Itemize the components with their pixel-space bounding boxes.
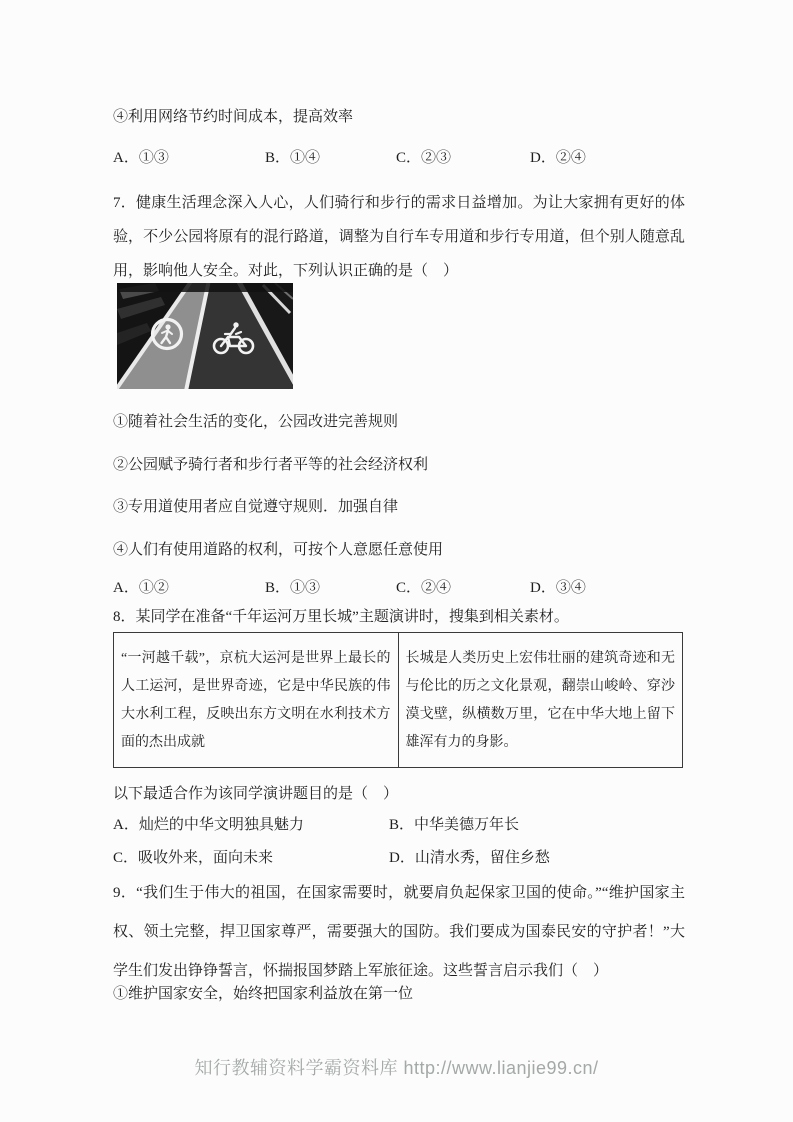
question-9-stem: 9．“我们生于伟大的祖国，在国家需要时，就要肩负起保家卫国的使命。”“维护国家主权、领土完整，捍卫国家尊严，需要强大的国防。我们要成为国泰民安的守护者！”大学生们发出铮铮誓言，怀揣报国梦踏上军旅征途。这些誓言启示我们（ ） [113, 885, 685, 979]
answer-choice-a: A．灿烂的中华文明独具魅力 [113, 817, 304, 833]
question-7-stem: 7．健康生活理念深入人心，人们骑行和步行的需求日益增加。为让大家拥有更好的体验，不少公园将原有的混行路道，调整为自行车专用道和步行专用道，但个别人随意乱用，影响他人安全。对此，下列认识正确的是（ ） [113, 195, 685, 279]
table-cell-canal: “一河越千载”，京杭大运河是世界上最长的人工运河，是世界奇迹，它是中华民族的伟大水利工程，反映出东方文明在水利技术方面的杰出成就 [114, 633, 399, 768]
answer-choice-a: A．①③ [113, 150, 169, 166]
answer-choice-b: B．①③ [265, 580, 321, 596]
question-8-stem: 8．某同学在准备“千年运河万里长城”主题演讲时，搜集到相关素材。 [113, 609, 569, 625]
question-9-option-1: ①维护国家安全，始终把国家利益放在第一位 [113, 986, 414, 1002]
answer-choice-b: B．中华美德万年长 [389, 817, 520, 833]
question-7-answer-row [113, 575, 685, 601]
answer-choice-d: D．山清水秀，留住乡愁 [389, 850, 550, 866]
question-8-prompt: 以下最适合作为该同学演讲题目的是（ ） [113, 786, 399, 802]
answer-choice-d: D．③④ [530, 580, 586, 596]
question-7-option-1: ①随着社会生活的变化，公园改进完善规则 [113, 414, 399, 430]
question-7-option-4: ④人们有使用道路的权利，可按个人意愿任意使用 [113, 542, 444, 558]
carryover-answer-row [113, 145, 685, 171]
answer-choice-d: D．②④ [530, 150, 586, 166]
footer-link[interactable]: 知行教辅资料学霸资料库 http://www.lianjie99.cn/ [194, 1058, 599, 1078]
lane-photo [117, 283, 293, 389]
footer [0, 1054, 793, 1080]
answer-choice-c: C．吸收外来，面向未来 [113, 850, 274, 866]
material-table [113, 632, 683, 768]
table-cell-great-wall: 长城是人类历史上宏伟壮丽的建筑奇迹和无与伦比的历之文化景观，翻崇山峻岭、穿沙漠戈壁，纵横数万里，它在中华大地上留下雄浑有力的身影。 [398, 633, 683, 768]
lane-photo-graphic [117, 283, 293, 389]
question-7-option-2: ②公园赋予骑行者和步行者平等的社会经济权利 [113, 457, 429, 473]
carryover-option-4: ④利用网络节约时间成本，提高效率 [113, 109, 354, 125]
answer-choice-c: C．②③ [396, 150, 452, 166]
question-8-answer-row-2 [113, 845, 685, 871]
answer-choice-c: C．②④ [396, 580, 452, 596]
question-8-answer-row-1 [113, 812, 685, 838]
answer-choice-a: A．①② [113, 580, 169, 596]
question-7-option-3: ③专用道使用者应自觉遵守规则．加强自律 [113, 499, 399, 515]
answer-choice-b: B．①④ [265, 150, 321, 166]
table-row [114, 633, 683, 768]
